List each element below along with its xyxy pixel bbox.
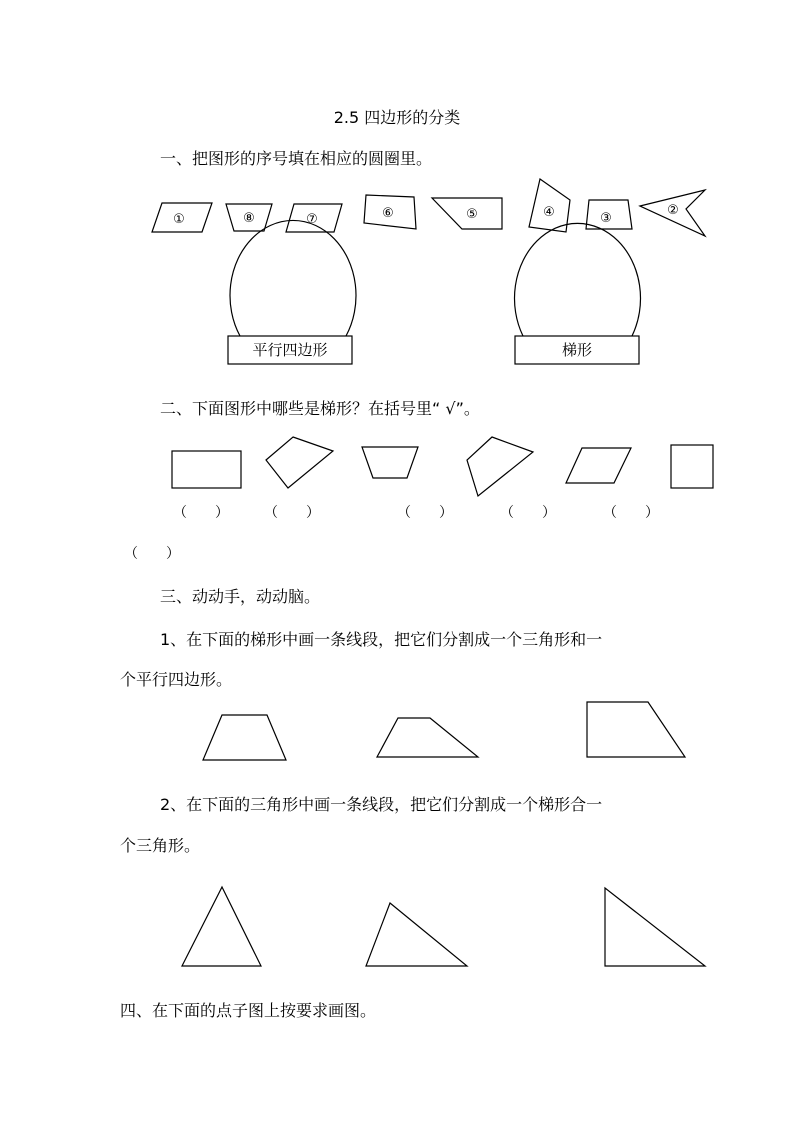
q2-line2: 个三角形。 (120, 836, 201, 855)
answer-paren-2[interactable]: （ ） (264, 505, 320, 521)
triangle-1 (182, 887, 261, 966)
shape-4-label: ④ (543, 205, 555, 220)
box-parallelogram: 平行四边形 (252, 341, 328, 359)
triangle-2 (366, 903, 467, 966)
answer-paren-6[interactable]: （ ） (124, 546, 180, 562)
answer-paren-1[interactable]: （ ） (173, 505, 229, 521)
shape-7-label: ⑦ (306, 212, 318, 227)
triangle-3 (605, 888, 705, 966)
shape-8-label: ⑧ (243, 211, 255, 226)
answer-paren-5[interactable]: （ ） (603, 505, 659, 521)
shape-5-label: ⑤ (466, 207, 478, 222)
answer-paren-4[interactable]: （ ） (500, 505, 556, 521)
q1-line1: 1、在下面的梯形中画一条线段，把它们分割成一个三角形和一 (160, 630, 603, 649)
shape-2-label: ② (667, 203, 679, 218)
box-trapezoid: 梯形 (561, 341, 592, 359)
section3-heading: 三、动动手，动动脑。 (160, 587, 321, 606)
section2-heading: 二、下面图形中哪些是梯形？在括号里“ √”。 (160, 399, 480, 418)
shape-3-label: ③ (600, 211, 612, 226)
shape-6-label: ⑥ (382, 206, 394, 221)
q2-line1: 2、在下面的三角形中画一条线段，把它们分割成一个梯形合一 (160, 795, 603, 814)
q1-line2: 个平行四边形。 (120, 670, 233, 689)
section1-heading: 一、把图形的序号填在相应的圆圈里。 (160, 149, 433, 168)
section4-heading: 四、在下面的点子图上按要求画图。 (120, 1001, 377, 1020)
answer-paren-3[interactable]: （ ） (397, 505, 453, 521)
page-title: 2.5 四边形的分类 (333, 108, 461, 127)
shape-1-label: ① (173, 212, 185, 227)
